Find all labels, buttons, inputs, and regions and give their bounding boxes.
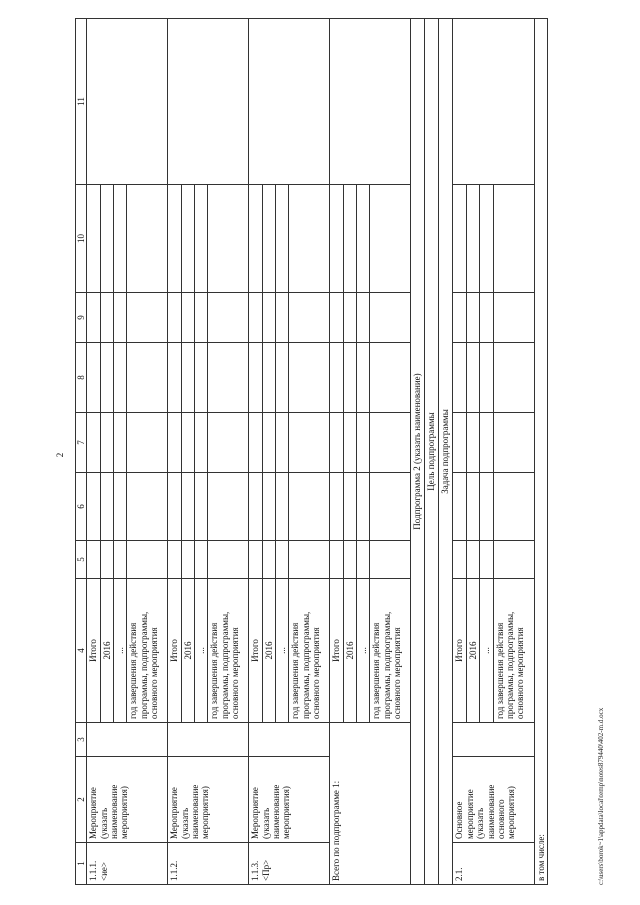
row-name: Мероприятие (указать наименование мероприятия) [87,757,168,843]
col-header: 4 [76,579,87,723]
col-header: 10 [76,185,87,293]
ellipsis-label: ... [276,579,289,723]
col-header: 3 [76,723,87,757]
ellipsis-label: ... [480,579,493,723]
table-row [249,19,262,885]
program-table [75,18,548,885]
total-label: Итого [87,579,100,723]
row-name: Мероприятие (указать наименование мероприятия) [168,757,249,843]
row-id: 2.1. [453,843,534,885]
subprogram2-title: Подпрограмма 2 (указать наименование) [411,19,425,885]
task-title: Задача подпрограммы [439,19,453,885]
ellipsis-label: ... [357,579,370,723]
row-name: Мероприятие (указать наименование мероприятия) [249,757,330,843]
row-id: 1.1.3. <Пр> [249,843,330,885]
year-label: 2016 [262,579,275,723]
including-row [534,19,547,885]
end-year-label: год завершения действия программы, подпрограммы, основного мероприятия [208,579,249,723]
end-year-label: год завершения действия программы, подпрограммы, основного мероприятия [370,579,411,723]
subprogram-total-row [330,19,343,885]
year-label: 2016 [100,579,113,723]
col-header: 5 [76,541,87,579]
total-label: Итого [330,579,343,723]
col-header: 8 [76,343,87,413]
including-label: в том числе: [534,19,547,885]
row-id: 1.1.2. [168,843,249,885]
end-year-label: год завершения действия программы, подпрограммы, основного мероприятия [493,579,534,723]
footer-file-path: c:\users\borok~1\appdata\local\temp\notes879440\402-m.d.ocx [597,707,605,885]
col-header: 2 [76,757,87,843]
subprogram2-row [411,19,425,885]
year-label: 2016 [466,579,479,723]
year-label: 2016 [181,579,194,723]
subprogram-total-label: Всего по подпрограмме 1: [330,723,411,885]
header-row [76,19,87,885]
table-row [453,19,466,885]
goal-title: Цель подпрограммы [425,19,439,885]
col-header: 1 [76,843,87,885]
page-number: 2 [55,452,65,458]
col-header: 7 [76,413,87,473]
ellipsis-label: ... [195,579,208,723]
task-row [439,19,453,885]
end-year-label: год завершения действия программы, подпрограммы, основного мероприятия [127,579,168,723]
total-label: Итого [249,579,262,723]
col-header: 11 [76,19,87,185]
col-header: 9 [76,293,87,343]
total-label: Итого [168,579,181,723]
table-row [87,19,100,885]
end-year-label: год завершения действия программы, подпрограммы, основного мероприятия [289,579,330,723]
ellipsis-label: ... [114,579,127,723]
goal-row [425,19,439,885]
row-id: 1.1.1. <ие> [87,843,168,885]
col-header: 6 [76,473,87,541]
table-row [168,19,181,885]
total-label: Итого [453,579,466,723]
year-label: 2016 [343,579,356,723]
row-name: Основное мероприятие (указать наименование основного мероприятия) [453,757,534,843]
